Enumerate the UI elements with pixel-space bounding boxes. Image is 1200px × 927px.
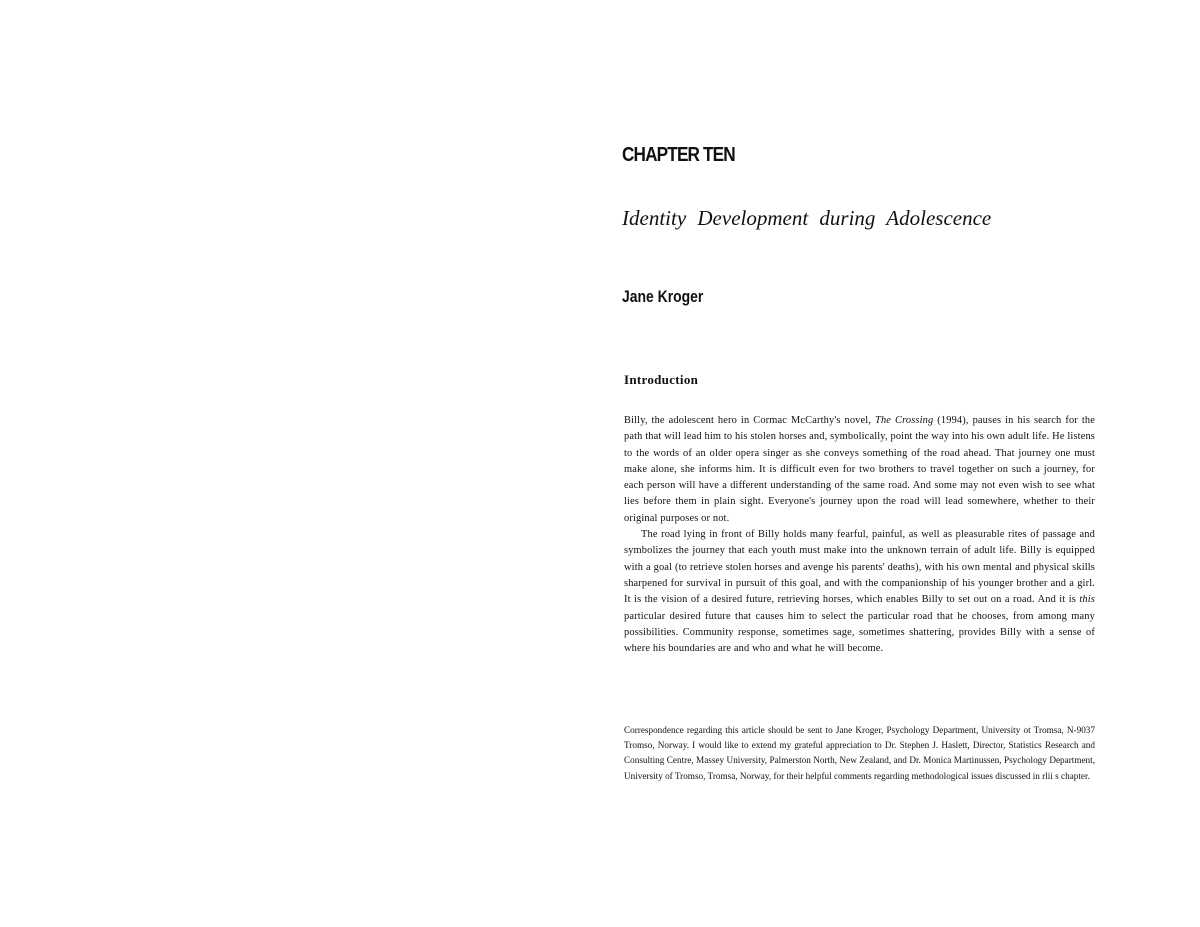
paragraph-2-part-b: particular desired future that causes him to select the particular road that he chooses, from among many possibilities. Community response, sometimes sage, sometimes shattering, provides Billy with a sense of where his boundaries are and who and what he will become. (624, 610, 1095, 655)
paragraph-2-part-a: The road lying in front of Billy holds many fearful, painful, as well as pleasurable rites of passage and symbolizes the journey that each youth must make into the unknown terrain of adult life. Billy is equipped with a goal (to retrieve stolen horses and avenge his parents' deaths), with his own mental and physical skills sharpened for survival in pursuit of this goal, and with the companionship of his younger brother and a girl. It is the vision of a desired future, retrieving horses, which enables Billy to set out on a road. And it is (624, 529, 1095, 606)
chapter-title: Identity Development during Adolescence (622, 206, 992, 230)
paragraph-1 (624, 413, 1095, 527)
correspondence-footnote: Correspondence regarding this article should be sent to Jane Kroger, Psychology Department, University ot Tromsa, N-9037 Tromso, Norway. I would like to extend my grateful appreciation to Dr. Stephen J. Haslett, Director, Statistics Research and Consulting Centre, Massey University, Palmerston North, New Zealand, and Dr. Monica Martinussen, Psychology Department, University of Tromso, Tromsa, Norway, for their helpful comments regarding methodological issues discussed in rlii s chapter. (624, 725, 1095, 781)
paragraph-1-part-b: (1994), pauses in his search for the path that will lead him to his stolen horses and, symbolically, point the way into his own adult life. He listens to the words of an older opera singer as she conveys something of the road ahead. That journey one must make alone, she informs him. It is difficult even for two brothers to travel together on such a journey, for each person will have a different understanding of the same road. And some may not even wish to see what lies before them in plain sight. Everyone's journey upon the road will lead somewhere, whether to their original purposes or not. (624, 415, 1095, 524)
emphasis-this: this (1079, 594, 1095, 606)
author-name: Jane Kroger (622, 287, 704, 306)
body-text (624, 413, 1095, 657)
chapter-label: CHAPTER TEN (622, 144, 735, 166)
paragraph-1-part-a: Billy, the adolescent hero in Cormac McCarthy's novel, (624, 415, 876, 426)
paragraph-2 (624, 527, 1095, 657)
section-heading-introduction: Introduction (624, 372, 699, 387)
book-title-the-crossing: The Crossing (875, 415, 934, 426)
